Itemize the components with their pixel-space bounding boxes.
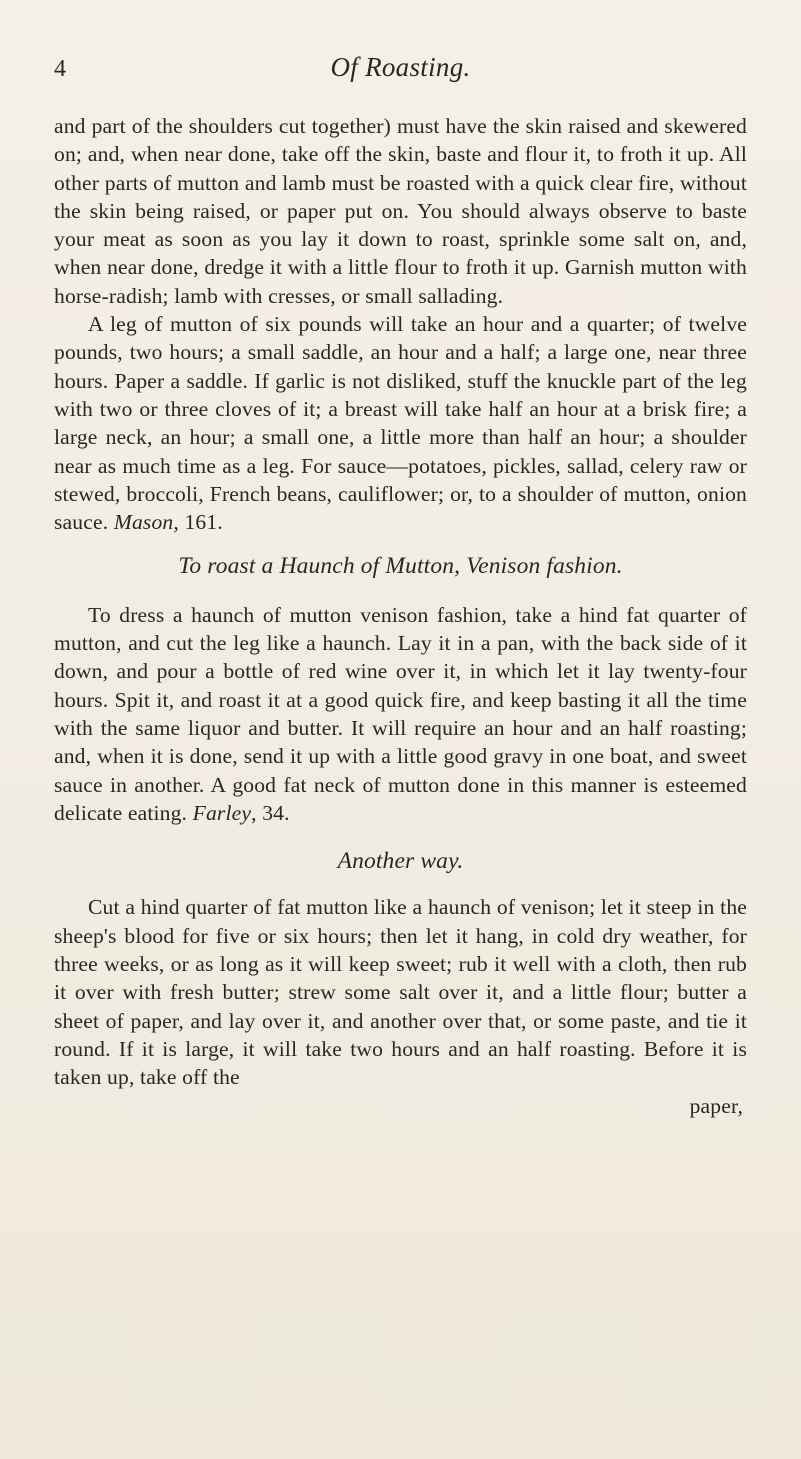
catchword: paper, (689, 1093, 743, 1118)
paragraph-continuation: and part of the shoulders cut together) must have the skin raised and skewered on; and, when near done, take off the skin, baste and flour it, to froth it up. All other parts of mutton and lamb must be roasted with a quick clear fire, without the skin being raised, or paper put on. You should always observe to baste your meat as soon as you lay it down to roast, sprinkle some salt on, and, when near done, dredge it with a little flour to froth it up. Garnish mutton with horse-radish; lamb with cresses, or small sallading. (54, 114, 747, 308)
source-citation: Farley (192, 800, 252, 825)
citation-page: , 34. (251, 800, 290, 825)
paragraph-cooking-times (54, 310, 747, 536)
recipe-heading-haunch: To roast a Haunch of Mutton, Venison fashion. (178, 553, 623, 580)
page-header (54, 50, 747, 90)
source-citation: Mason (113, 510, 174, 535)
recipe-heading-another-way: Another way. (337, 848, 464, 875)
citation-page: , 161. (173, 510, 223, 535)
paragraph-text: A leg of mutton of six pounds will take an hour and a quarter; of twelve pounds, two hours; a small saddle, an hour and a half; a large one, near three hours. Paper a saddle. If garlic is not disliked, stuff the knuckle part of the leg with two or three cloves of it; a breast will take half an hour at a brisk fire; a large neck, an hour; a small one, a little more than half an hour; a shoulder near as much time as a leg. For sauce—potatoes, pickles, sallad, celery raw or stewed, broccoli, French beans, cauliflower; or, to a shoulder of mutton, onion sauce. (54, 312, 747, 535)
paragraph-another-way: Cut a hind quarter of fat mutton like a haunch of venison; let it steep in the sheep's blood for five or six hours; then let it hang, in cold dry weather, for three weeks, or as long as it will keep sweet; rub it well with a cloth, then rub it over with fresh butter; strew some salt over it, and a little flour; butter a sheet of paper, and lay over it, and another over that, or some paste, and tie it round. If it is large, it will take two hours and an half roasting. Before it is taken up, take off the (54, 895, 747, 1090)
paragraph-haunch-recipe (54, 601, 747, 827)
paragraph-text: To dress a haunch of mutton venison fashion, take a hind fat quarter of mutton, and cut the leg like a haunch. Lay it in a pan, with the back side of it down, and pour a bottle of red wine over it, in which let it lay twenty-four hours. Spit it, and roast it at a good quick fire, and keep basting it all the time with the same liquor and butter. It will require an hour and an half roasting; and, when it is done, send it up with a little good gravy in one boat, and sweet sauce in another. A good fat neck of mutton done in this manner is esteemed delicate eating. (54, 602, 747, 825)
page-body (54, 112, 747, 1120)
running-title: Of Roasting. (330, 52, 471, 82)
page-number: 4 (54, 56, 66, 82)
